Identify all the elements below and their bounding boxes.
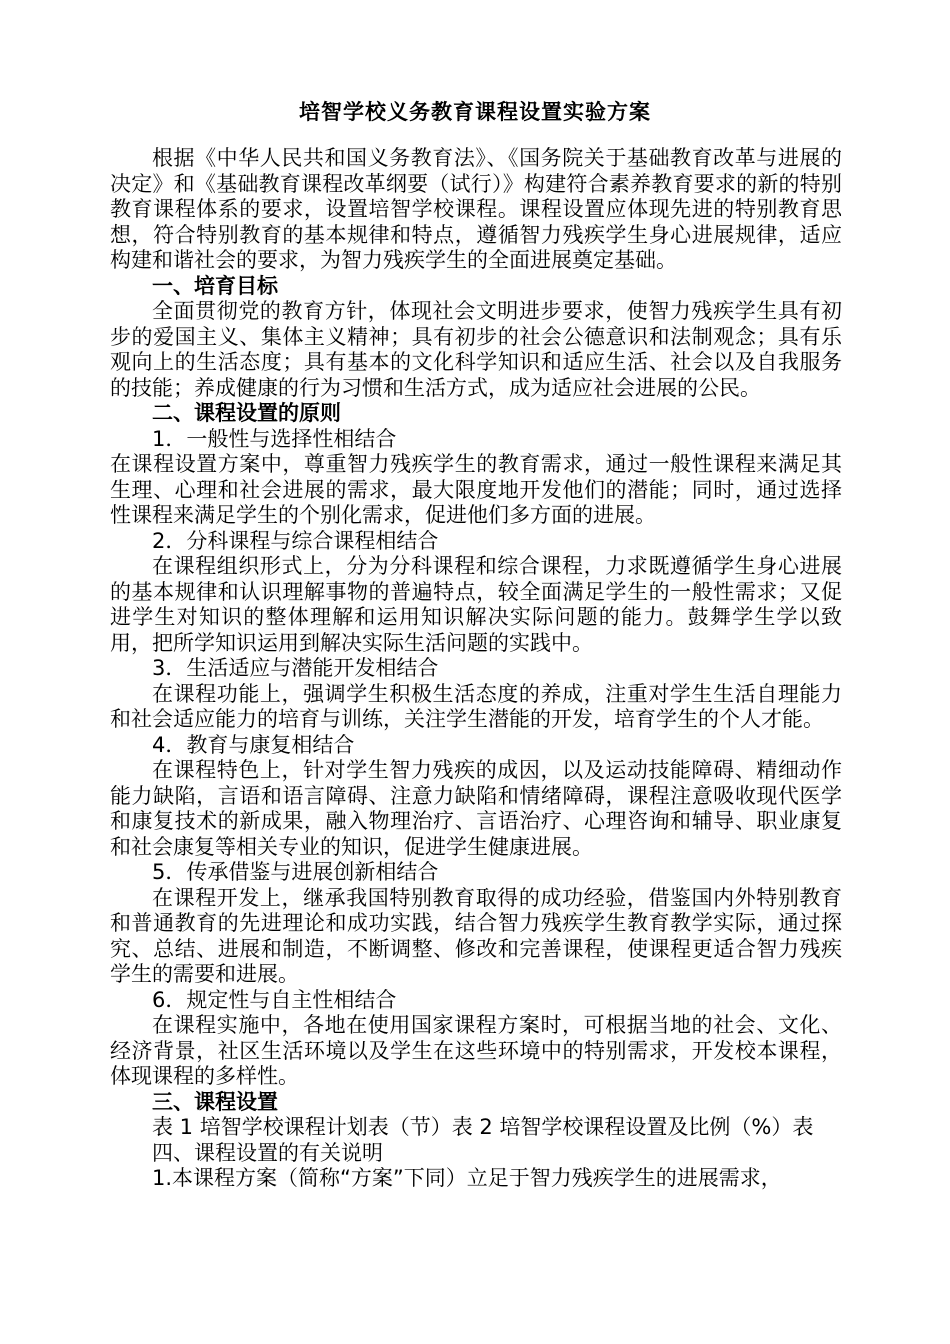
principle-6-paragraph: 在课程实施中，各地在使用国家课程方案时，可根据当地的社会、文化、经济背景，社区生活环境以及学生在这些环境中的特别需求，开发校本课程，体现课程的多样性。 bbox=[110, 1013, 842, 1088]
principle-2-paragraph: 在课程组织形式上，分为分科课程和综合课程，力求既遵循学生身心进展的基本规律和认识理解事物的普遍特点，较全面满足学生的一般性需求；又促进学生对知识的整体理解和运用知识解决实际问题的能力。鼓舞学生学以致用，把所学知识运用到解决实际生活问题的实践中。 bbox=[110, 554, 842, 655]
principle-3-heading: 3．生活适应与潜能开发相结合 bbox=[152, 656, 439, 680]
principle-4-heading: 4．教育与康复相结合 bbox=[152, 732, 355, 757]
notes-paragraph-1: 1.本课程方案（简称“方案”下同）立足于智力残疾学生的进展需求， bbox=[152, 1166, 782, 1190]
principle-1-heading: 1．一般性与选择性相结合 bbox=[152, 426, 397, 451]
principle-3-paragraph: 在课程功能上，强调学生积极生活态度的养成，注重对学生生活自理能力和社会适应能力的培育与训练，关注学生潜能的开发，培育学生的个人才能。 bbox=[110, 681, 842, 731]
principle-2-heading: 2．分科课程与综合课程相结合 bbox=[152, 528, 439, 553]
document-body bbox=[110, 146, 842, 1192]
principle-6-heading: 6．规定性与自主性相结合 bbox=[152, 987, 397, 1012]
section-heading-notes: 四、课程设置的有关说明 bbox=[152, 1140, 383, 1165]
section-heading-courses: 三、课程设置 bbox=[152, 1089, 278, 1114]
principle-5-paragraph: 在课程开发上，继承我国特别教育取得的成功经验，借鉴国内外特别教育和普通教育的先进理论和成功实践，结合智力残疾学生教育教学实际，通过探究、总结、进展和制造，不断调整、修改和完善课程，使课程更适合智力残疾学生的需要和进展。 bbox=[110, 885, 842, 986]
intro-paragraph: 根据《中华人民共和国义务教育法》、《国务院关于基础教育改革与进展的决定》和《基础教育课程改革纲要（试行）》构建符合素养教育要求的新的特别教育课程体系的要求，设置培智学校课程。课程设置应体现先进的特别教育思想，符合特别教育的基本规律和特点，遵循智力残疾学生身心进展规律，适应构建和谐社会的要求，为智力残疾学生的全面进展奠定基础。 bbox=[110, 146, 842, 272]
principle-1-paragraph: 在课程设置方案中，尊重智力残疾学生的教育需求，通过一般性课程来满足其生理、心理和社会进展的需求，最大限度地开发他们的潜能；同时，通过选择性课程来满足学生的个别化需求，促进他们多方面的进展。 bbox=[110, 452, 842, 527]
section-heading-goals: 一、培育目标 bbox=[152, 273, 278, 298]
principle-4-paragraph: 在课程特色上，针对学生智力残疾的成因，以及运动技能障碍、精细动作能力缺陷，言语和语言障碍、注意力缺陷和情绪障碍，课程注意吸收现代医学和康复技术的新成果，融入物理治疗、言语治疗、心理咨询和辅导、职业康复和社会康复等相关专业的知识，促进学生健康进展。 bbox=[110, 758, 842, 859]
document-title: 培智学校义务教育课程设置实验方案 bbox=[299, 99, 651, 124]
goals-paragraph: 全面贯彻党的教育方针，体现社会文明进步要求，使智力残疾学生具有初步的爱国主义、集体主义精神；具有初步的社会公德意识和法制观念；具有乐观向上的生活态度；具有基本的文化科学知识和适应生活、社会以及自我服务的技能；养成健康的行为习惯和生活方式，成为适应社会进展的公民。 bbox=[110, 299, 842, 400]
table-caption-line: 表 1 培智学校课程计划表（节）表 2 培智学校课程设置及比例（%）表 bbox=[152, 1115, 814, 1139]
section-heading-principles: 二、课程设置的原则 bbox=[152, 401, 341, 425]
principle-5-heading: 5．传承借鉴与进展创新相结合 bbox=[152, 860, 439, 884]
